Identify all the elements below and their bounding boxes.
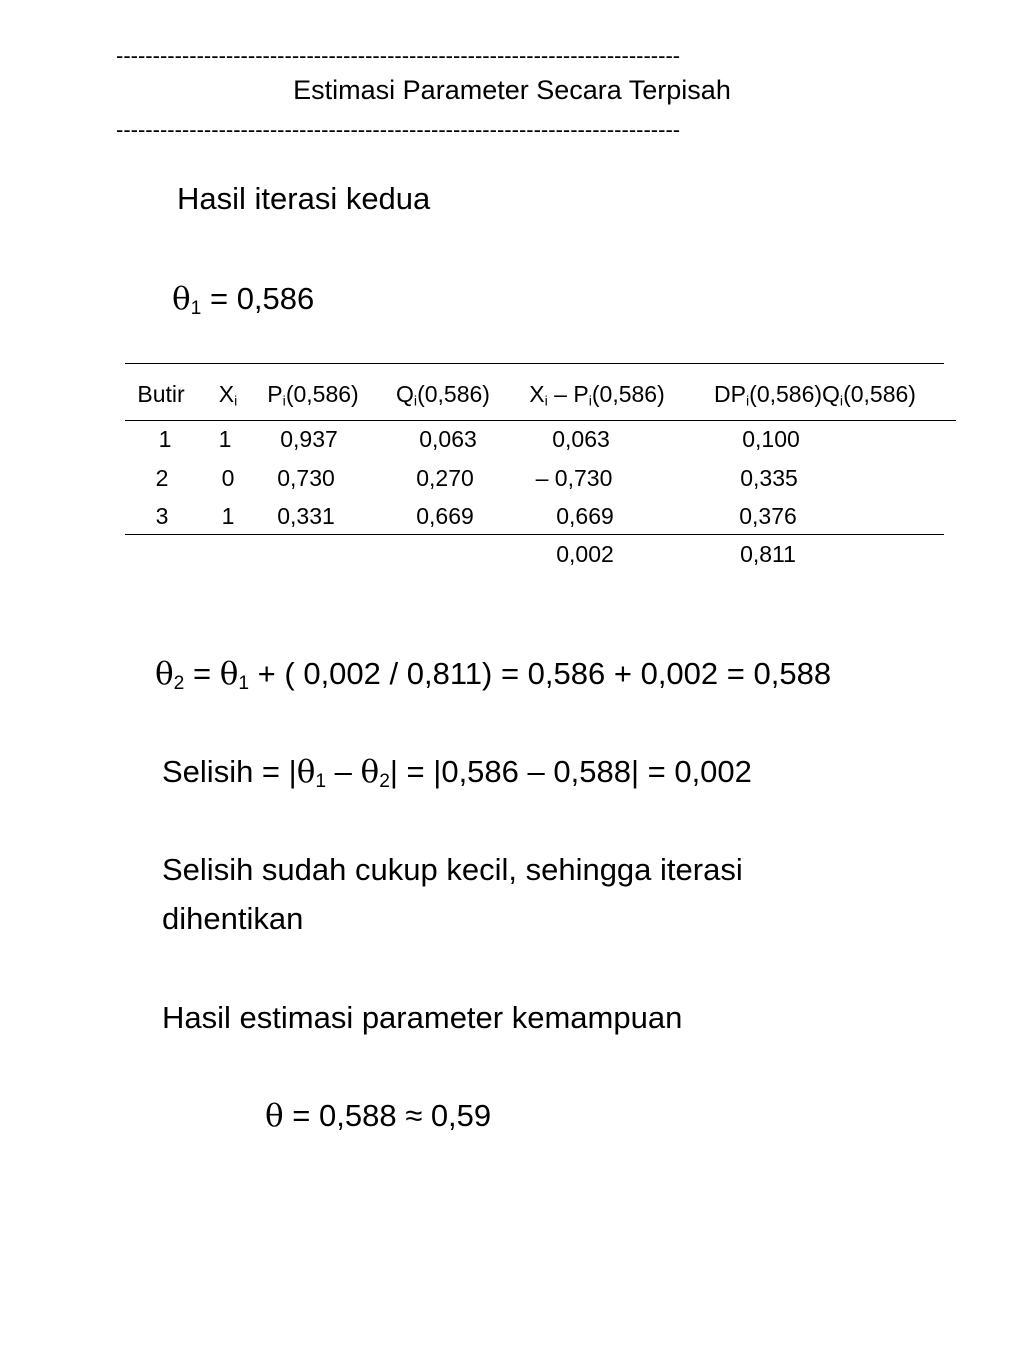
theta2-equation: $\theta_2 = \theta_1$ + ( 0,002 / 0,811) = 0,586 + 0,002 = 0,588 (155, 656, 832, 694)
cell-q: 0,669 (416, 503, 474, 529)
header-x: $X_i$ (218, 381, 238, 410)
cell-butir: 1 (158, 426, 172, 452)
cell-x: 0 (221, 465, 235, 491)
table-header-rule (125, 420, 956, 421)
cell-p: 0,331 (277, 503, 335, 529)
cell-x-minus-p: 0,063 (552, 426, 610, 452)
subscript: 1 (190, 297, 202, 319)
cell-p: 0,730 (277, 465, 335, 491)
cell-x: 1 (221, 503, 235, 529)
result-heading: Hasil estimasi parameter kemampuan (162, 1000, 683, 1035)
theta-symbol: θ (219, 656, 239, 692)
section-heading: Hasil iterasi kedua (177, 181, 431, 216)
theta-symbol: θ (155, 656, 174, 692)
header-x-minus-p: $X_i - P_i(0,586)$ (529, 381, 665, 410)
header-dash-line-bottom: ----------------------------------------------------------------------------- (116, 117, 681, 142)
header-q: $Q_i(0,586)$ (396, 381, 490, 410)
header-butir: Butir (137, 381, 185, 407)
header-p: $P_i(0,586)$ (267, 381, 359, 410)
theta-symbol: θ (360, 754, 380, 790)
cell-x-minus-p: – 0,730 (535, 465, 613, 491)
cell-dpq: 0,335 (740, 465, 798, 491)
total-x-minus-p: 0,002 (556, 541, 614, 567)
result-equation: θ = 0,588 ≈ 0,59 (265, 1098, 492, 1134)
theta1-equation (172, 281, 314, 317)
selisih-equation: Selisih = $|\theta_1 - \theta_2| = |0,586 - 0,588| = 0,002$ (162, 754, 752, 792)
cell-q: 0,063 (419, 426, 477, 452)
header-dpq: $DP_i(0,586)Q_i(0,586)$ (714, 381, 916, 410)
cell-butir: 3 (155, 503, 169, 529)
cell-q: 0,270 (416, 465, 474, 491)
theta-symbol: θ (172, 281, 191, 317)
cell-dpq: 0,100 (742, 426, 800, 452)
theta-symbol: θ (265, 1098, 284, 1134)
table-body-rule (125, 534, 944, 535)
conclusion-line-2: dihentikan (162, 901, 304, 936)
page-title: Estimasi Parameter Secara Terpisah (293, 75, 731, 105)
table-top-rule (125, 363, 944, 364)
cell-x-minus-p: 0,669 (556, 503, 614, 529)
cell-x: 1 (218, 426, 232, 452)
header-dash-line-top: ----------------------------------------------------------------------------- (116, 43, 681, 68)
cell-p: 0,937 (280, 426, 338, 452)
equation-text: = 0,586 (201, 281, 315, 316)
conclusion-line-1: Selisih sudah cukup kecil, sehingga iterasi (162, 852, 743, 887)
theta-symbol: θ (296, 754, 316, 790)
total-dpq: 0,811 (740, 541, 796, 567)
cell-dpq: 0,376 (739, 503, 797, 529)
cell-butir: 2 (155, 465, 169, 491)
